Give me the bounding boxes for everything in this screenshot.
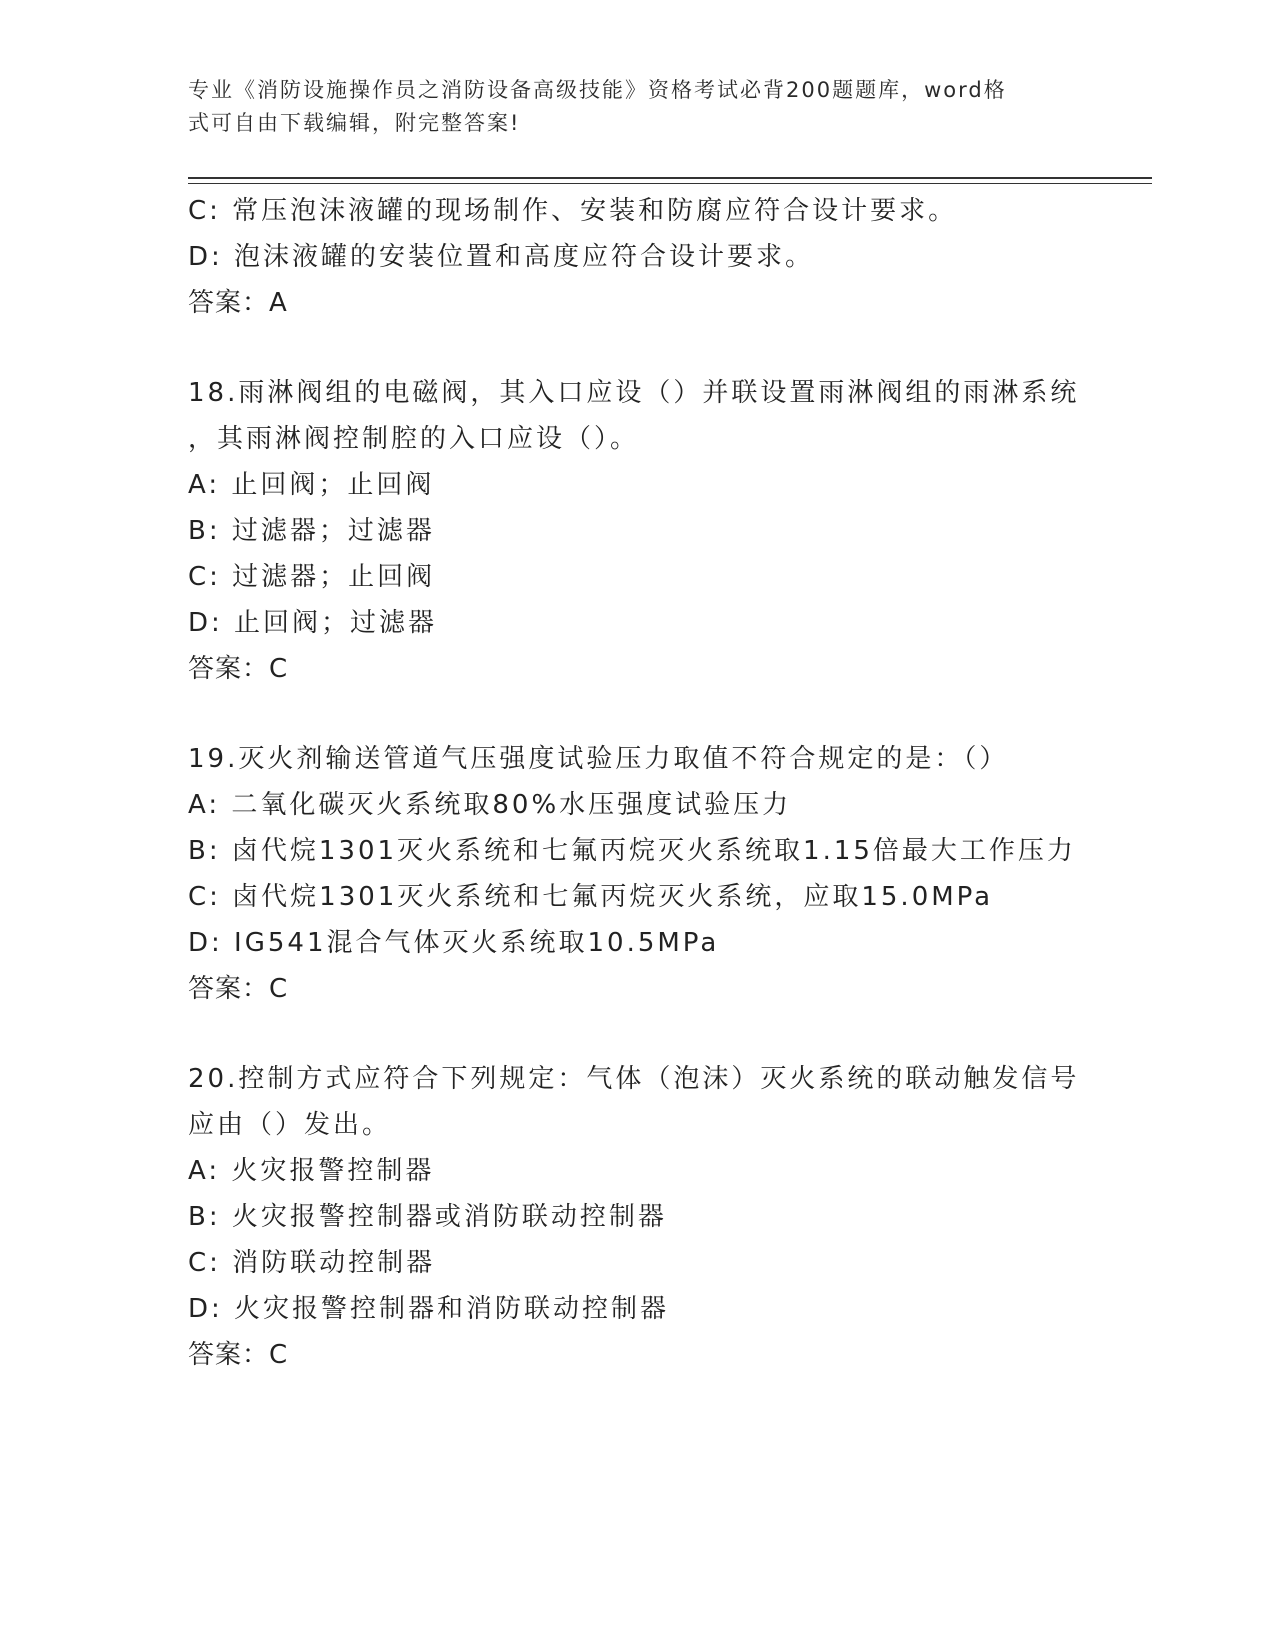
option-d: D: IG541混合气体灭火系统取10.5MPa: [188, 928, 720, 958]
option-c: C: 卤代烷1301灭火系统和七氟丙烷灭火系统，应取15.0MPa: [188, 882, 994, 912]
question-text-line-2: ，其雨淋阀控制腔的入口应设（）。: [188, 424, 640, 454]
question-content: [188, 188, 1088, 1378]
option-b: B: 火灾报警控制器或消防联动控制器: [188, 1202, 667, 1232]
header-line-2: 式可自由下载编辑，附完整答案!: [188, 111, 521, 135]
option-c: C: 常压泡沫液罐的现场制作、安装和防腐应符合设计要求。: [188, 196, 958, 226]
document-header: [188, 74, 1068, 140]
option-d: D: 火灾报警控制器和消防联动控制器: [188, 1294, 670, 1324]
question-block-17: [188, 188, 1088, 326]
question-text-line-2: 应由（）发出。: [188, 1110, 392, 1140]
spacer: [188, 692, 1088, 736]
header-divider-bottom: [188, 183, 1152, 184]
answer-label: 答案：C: [188, 1340, 289, 1370]
option-a: A: 二氧化碳灭火系统取80%水压强度试验压力: [188, 790, 792, 820]
answer-label: 答案：C: [188, 974, 289, 1004]
spacer: [188, 326, 1088, 370]
answer-label: 答案：A: [188, 288, 288, 318]
question-text-line-1: 18.雨淋阀组的电磁阀，其入口应设（）并联设置雨淋阀组的雨淋系统: [188, 378, 1080, 408]
option-d: D: 泡沫液罐的安装位置和高度应符合设计要求。: [188, 242, 815, 272]
header-line-1: 专业《消防设施操作员之消防设备高级技能》资格考试必背200题题库，word格: [188, 78, 1007, 102]
question-block-19: [188, 736, 1088, 1012]
option-a: A: 止回阀；止回阀: [188, 470, 435, 500]
option-a: A: 火灾报警控制器: [188, 1156, 435, 1186]
question-text-line-1: 20.控制方式应符合下列规定：气体（泡沫）灭火系统的联动触发信号: [188, 1064, 1080, 1094]
option-d: D: 止回阀；过滤器: [188, 608, 438, 638]
answer-label: 答案：C: [188, 654, 289, 684]
option-b: B: 过滤器；过滤器: [188, 516, 435, 546]
spacer: [188, 1012, 1088, 1056]
question-text-line-1: 19.灭火剂输送管道气压强度试验压力取值不符合规定的是：（）: [188, 744, 1009, 774]
option-c: C: 消防联动控制器: [188, 1248, 436, 1278]
option-b: B: 卤代烷1301灭火系统和七氟丙烷灭火系统取1.15倍最大工作压力: [188, 836, 1076, 866]
question-block-18: [188, 370, 1088, 692]
option-c: C: 过滤器；止回阀: [188, 562, 436, 592]
question-block-20: [188, 1056, 1088, 1378]
header-divider-top: [188, 177, 1152, 179]
